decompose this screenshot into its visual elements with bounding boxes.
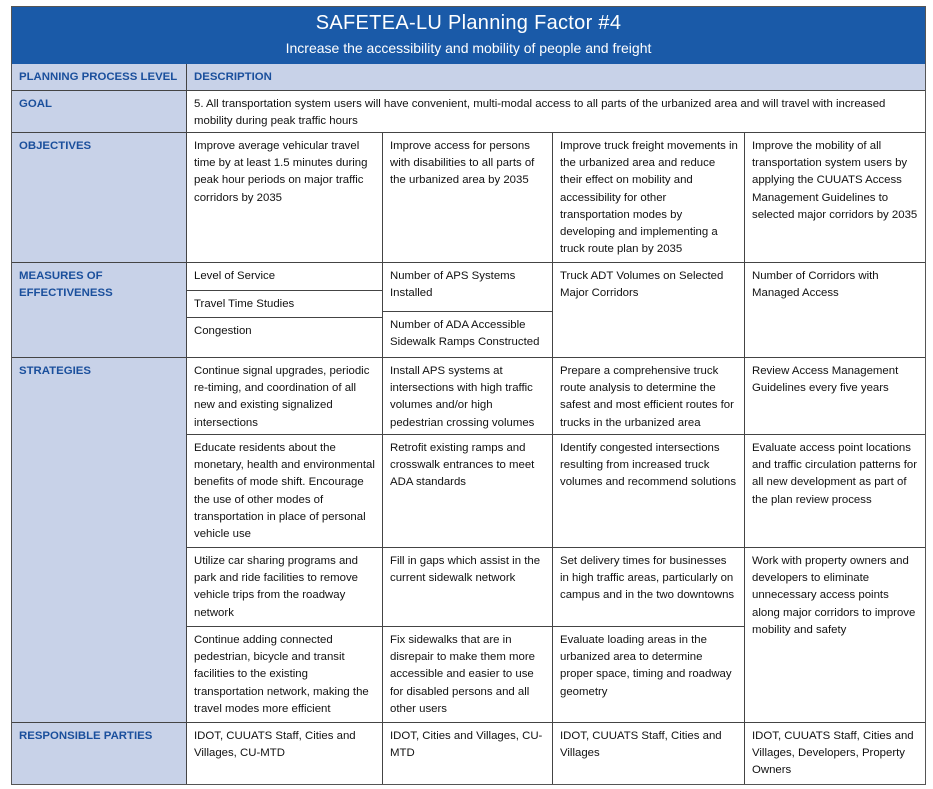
column-divider bbox=[744, 132, 745, 784]
header-description: DESCRIPTION bbox=[187, 64, 925, 90]
level-objectives: OBJECTIVES bbox=[12, 133, 186, 262]
measure-ada-ramps: Number of ADA Accessible Sidewalk Ramps Constructed bbox=[390, 319, 540, 349]
measure-congestion: Congestion bbox=[194, 325, 252, 337]
row-divider bbox=[12, 722, 925, 723]
responsible-col1: IDOT, CUUATS Staff, Cities and Villages, CU-MTD bbox=[194, 730, 356, 760]
cell-divider bbox=[187, 434, 925, 435]
measure-aps-systems: Number of APS Systems Installed bbox=[390, 270, 516, 300]
strategy-loading-areas: Evaluate loading areas in the urbanized area to determine proper space, timing and roadway geometry bbox=[560, 634, 732, 698]
row-divider bbox=[12, 357, 925, 358]
goal-text: 5. All transportation system users will have convenient, multi-modal access to all parts of the urbanized area and will travel with increased mobility during peak traffic hours bbox=[194, 98, 886, 128]
measure-travel-time-studies: Travel Time Studies bbox=[194, 298, 295, 310]
level-responsible-parties: RESPONSIBLE PARTIES bbox=[12, 723, 186, 784]
level-goal: GOAL bbox=[12, 91, 186, 132]
level-strategies: STRATEGIES bbox=[12, 358, 186, 722]
strategy-delivery-times: Set delivery times for businesses in high traffic areas, particularly on campus and in the two downtowns bbox=[560, 555, 735, 602]
header-level: PLANNING PROCESS LEVEL bbox=[12, 64, 186, 90]
strategy-eliminate-access-points: Work with property owners and developers to eliminate unnecessary access points along major corridors to improve mobility and safety bbox=[752, 555, 916, 636]
title-banner bbox=[12, 7, 925, 64]
level-measures: MEASURES OF EFFECTIVENESS bbox=[12, 263, 186, 357]
strategy-evaluate-access-points: Evaluate access point locations and traffic circulation patterns for all new development as part of the plan review process bbox=[752, 442, 918, 506]
objective-4: Improve the mobility of all transportation system users by applying the CUUATS Access Management Guidelines to selected major corridors by 2035 bbox=[752, 140, 918, 221]
cell-divider bbox=[187, 547, 925, 548]
strategy-review-guidelines: Review Access Management Guidelines every five years bbox=[752, 365, 899, 395]
strategy-fix-sidewalks: Fix sidewalks that are in disrepair to make them more accessible and easier to use for disabled persons and all other users bbox=[390, 634, 535, 715]
measure-managed-corridors: Number of Corridors with Managed Access bbox=[752, 270, 879, 300]
strategy-car-sharing: Utilize car sharing programs and park and ride facilities to remove vehicle trips from the roadway network bbox=[194, 555, 358, 619]
strategy-congested-intersections: Identify congested intersections resulting from increased truck volumes and recommend solutions bbox=[560, 442, 737, 489]
responsible-col2: IDOT, Cities and Villages, CU-MTD bbox=[390, 730, 543, 760]
objective-1: Improve average vehicular travel time by at least 1.5 minutes during peak hour periods on major traffic corridors by 2035 bbox=[194, 140, 368, 204]
table-body bbox=[12, 64, 925, 784]
responsible-col3: IDOT, CUUATS Staff, Cities and Villages bbox=[560, 730, 722, 760]
row-divider bbox=[12, 132, 925, 133]
cell-divider bbox=[187, 626, 744, 627]
cell-divider bbox=[187, 290, 382, 291]
page-title: SAFETEA-LU Planning Factor #4 bbox=[315, 12, 622, 34]
strategy-connected-facilities: Continue adding connected pedestrian, bicycle and transit facilities to the existing transportation network, making the travel modes more efficient bbox=[194, 634, 369, 715]
strategy-truck-route-analysis: Prepare a comprehensive truck route analysis to determine the safest and most efficient routes for trucks in the urbanized area bbox=[560, 365, 734, 429]
objective-2: Improve access for persons with disabilities to all parts of the urbanized area by 2035 bbox=[390, 140, 535, 187]
column-divider bbox=[382, 132, 383, 784]
strategy-install-aps: Install APS systems at intersections with high traffic volumes and/or high pedestrian crossing volumes bbox=[390, 365, 535, 429]
column-divider bbox=[552, 132, 553, 784]
measure-truck-adt: Truck ADT Volumes on Selected Major Corridors bbox=[560, 270, 724, 300]
strategy-signal-upgrades: Continue signal upgrades, periodic re-timing, and coordination of all new and existing signalized intersections bbox=[194, 365, 370, 429]
cell-divider bbox=[187, 317, 382, 318]
strategy-fill-gaps: Fill in gaps which assist in the current sidewalk network bbox=[390, 555, 541, 585]
responsible-col4: IDOT, CUUATS Staff, Cities and Villages, Developers, Property Owners bbox=[752, 730, 914, 777]
cell-divider bbox=[383, 311, 552, 312]
column-divider bbox=[186, 64, 187, 784]
planning-factor-table bbox=[11, 6, 926, 785]
row-divider bbox=[12, 262, 925, 263]
objective-3: Improve truck freight movements in the urbanized area and reduce their effect on mobility and accessibility for other transportation modes by developing and implementing a truck route plan by 2035 bbox=[560, 140, 738, 256]
strategy-retrofit-ramps: Retrofit existing ramps and crosswalk entrances to meet ADA standards bbox=[390, 442, 535, 489]
measure-level-of-service: Level of Service bbox=[194, 270, 276, 282]
row-divider bbox=[12, 90, 925, 91]
strategy-educate-residents: Educate residents about the monetary, health and environmental benefits of mode shift. Encourage the use of other modes of transportation in place of personal vehicle use bbox=[194, 442, 375, 541]
page-subtitle: Increase the accessibility and mobility of people and freight bbox=[285, 40, 652, 56]
